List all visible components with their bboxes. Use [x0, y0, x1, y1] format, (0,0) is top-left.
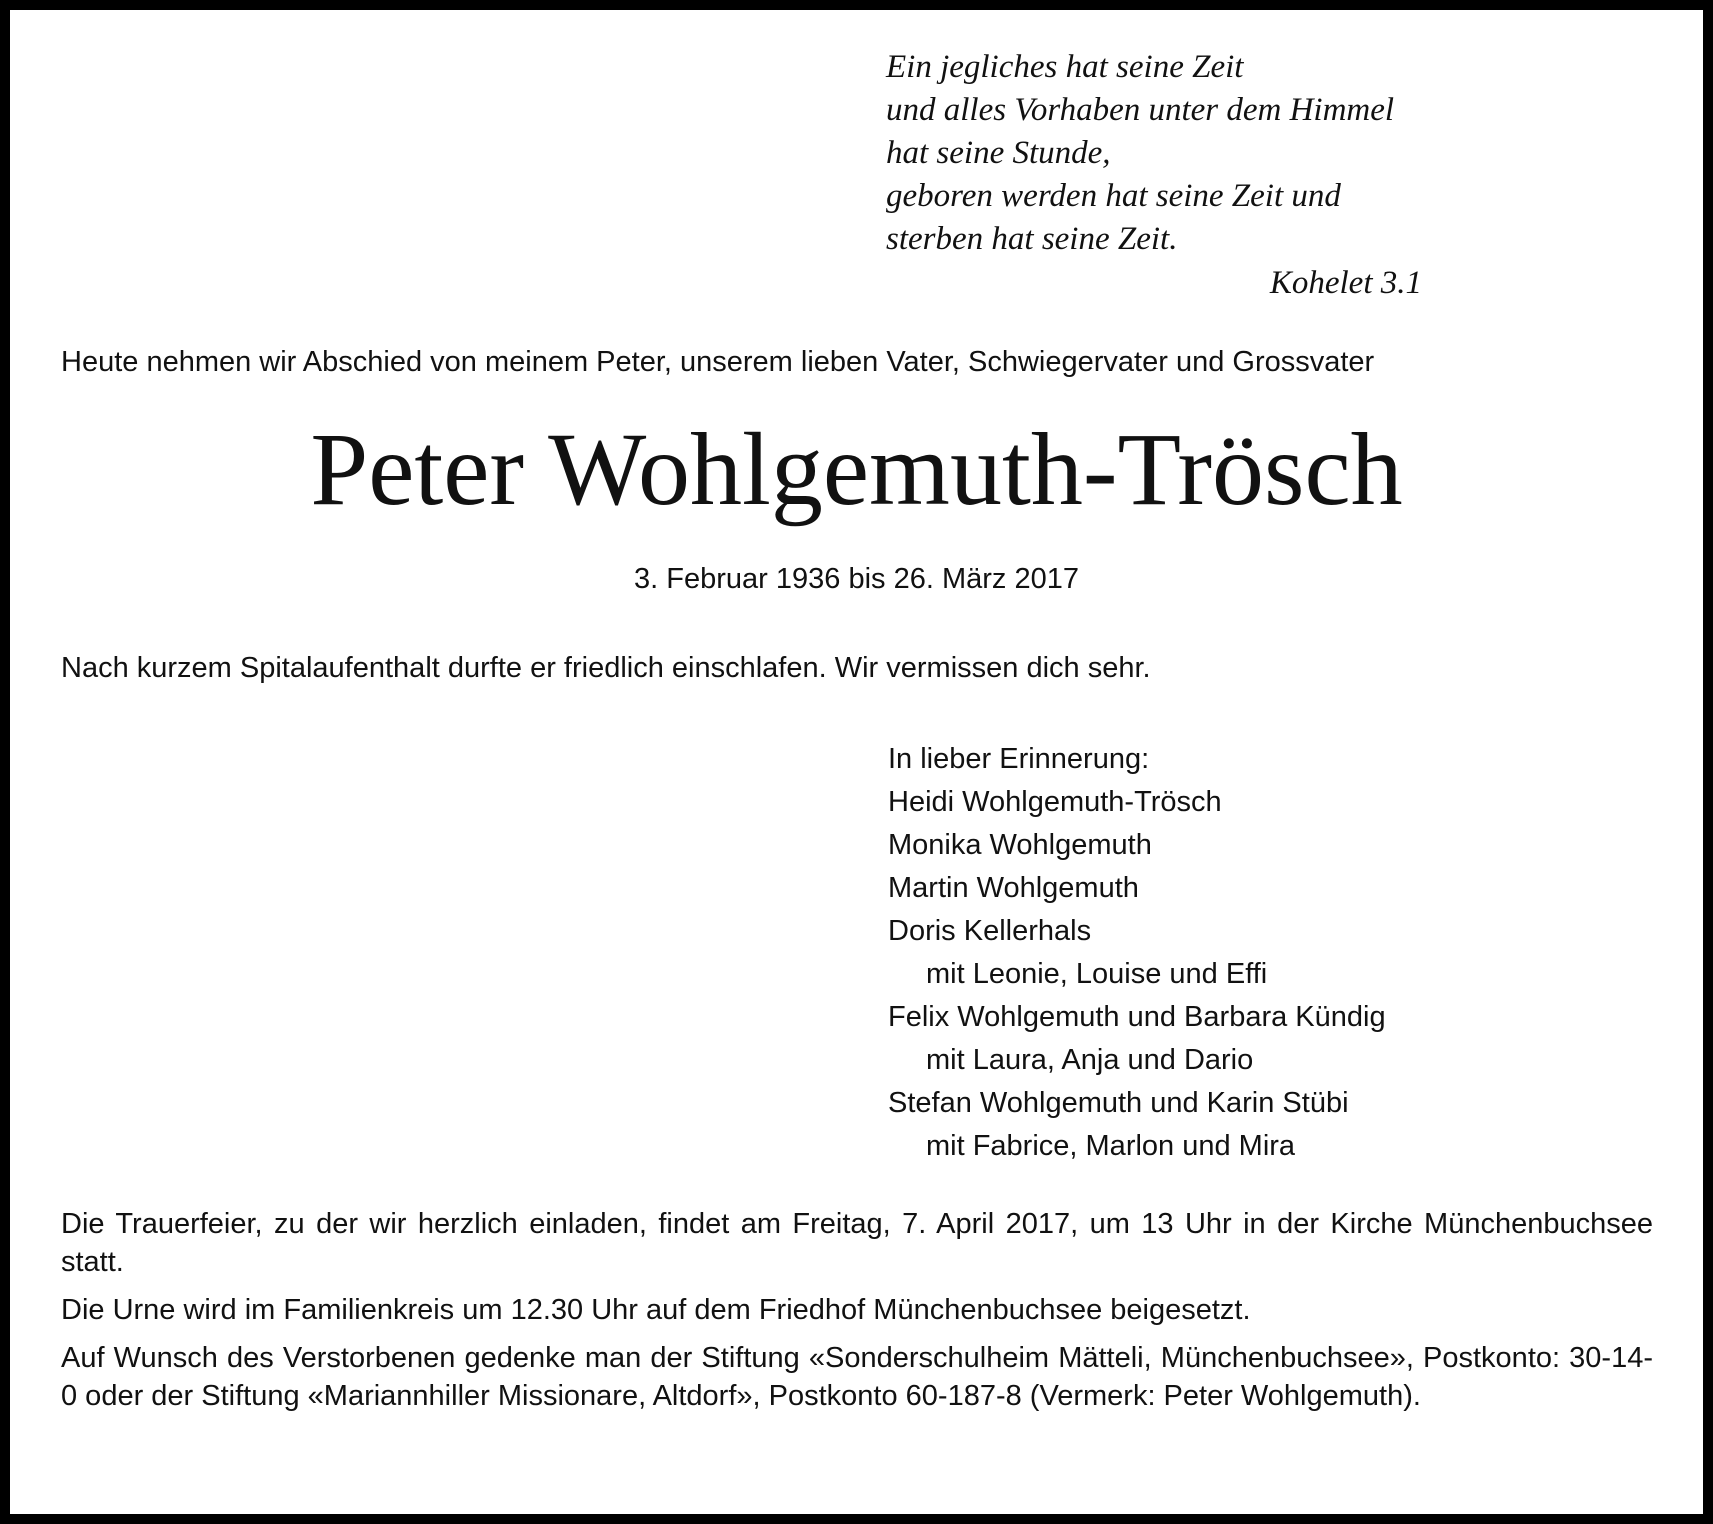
deceased-name: Peter Wohlgemuth-Trösch — [310, 412, 1403, 527]
mourner-children: mit Leonie, Louise und Effi — [926, 958, 1268, 990]
quote-line: hat seine Stunde, — [886, 135, 1111, 171]
mourners-heading: In lieber Erinnerung: — [888, 743, 1150, 775]
mourner-children: mit Laura, Anja und Dario — [926, 1044, 1254, 1076]
mourner-name: Monika Wohlgemuth — [888, 829, 1152, 861]
funeral-service-notice: Die Trauerfeier, zu der wir herzlich einladen, findet am Freitag, 7. April 2017, um 13 Uhr in der Kirche Münchenbuchsee statt. — [61, 1208, 1653, 1278]
mourner-name: Martin Wohlgemuth — [888, 872, 1139, 904]
donation-notice: Auf Wunsch des Verstorbenen gedenke man der Stiftung «Sonderschulheim Mätteli, Münchenbuchsee», Postkonto: 30-14-0 oder der Stiftung «Mariannhiller Missionare, Altdorf», Postkonto 60-187-8 (Vermerk: Peter Wohlgemuth). — [61, 1342, 1653, 1412]
mourner-children: mit Fabrice, Marlon und Mira — [926, 1130, 1296, 1162]
mourner-name: Doris Kellerhals — [888, 915, 1092, 947]
quote-line: sterben hat seine Zeit. — [886, 221, 1178, 257]
mourner-name: Heidi Wohlgemuth-Trösch — [888, 786, 1222, 818]
farewell-message: Nach kurzem Spitalaufenthalt durfte er friedlich einschlafen. Wir vermissen dich sehr. — [61, 652, 1151, 684]
mourners-list — [888, 738, 1386, 1168]
funeral-notices — [61, 1205, 1653, 1425]
quote-line: geboren werden hat seine Zeit und — [886, 178, 1341, 214]
quote-line: Ein jegliches hat seine Zeit — [886, 49, 1244, 85]
urn-burial-notice: Die Urne wird im Familienkreis um 12.30 Uhr auf dem Friedhof Münchenbuchsee beigesetzt. — [61, 1294, 1251, 1326]
mourner-name: Stefan Wohlgemuth und Karin Stübi — [888, 1087, 1349, 1119]
intro-text: Heute nehmen wir Abschied von meinem Peter, unserem lieben Vater, Schwiegervater und Grossvater — [61, 346, 1375, 378]
quote-line: und alles Vorhaben unter dem Himmel — [886, 92, 1395, 128]
mourner-name: Felix Wohlgemuth und Barbara Kündig — [888, 1001, 1386, 1033]
bible-quote — [886, 46, 1446, 261]
life-dates: 3. Februar 1936 bis 26. März 2017 — [634, 563, 1079, 595]
quote-source: Kohelet 3.1 — [1269, 265, 1422, 301]
